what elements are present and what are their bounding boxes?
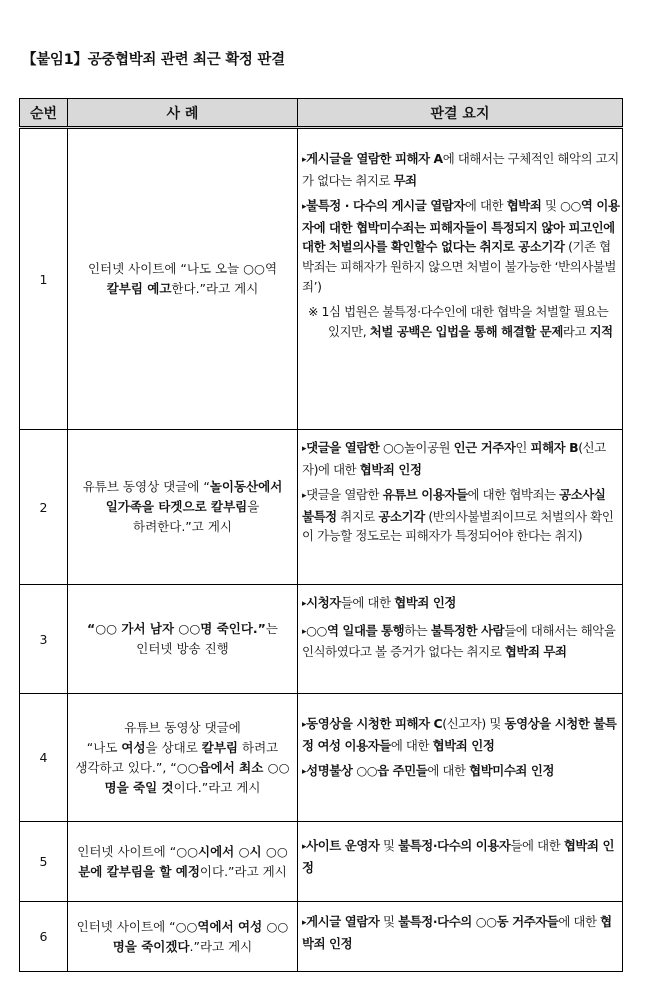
- page-title: 【붙임1】공중협박죄 관련 최근 확정 판결: [22, 52, 285, 68]
- header-case: 사 례: [68, 99, 298, 128]
- table-row: [20, 430, 623, 585]
- judgment-summary: [298, 822, 623, 902]
- summary-point: ▸불특정 · 다수의 게시글 열람자에 대한 협박죄 및 ○○역 이용자에 대한 협박미수죄는 피해자들이 특정되지 않아 피고인에 대한 처벌의사를 확인할수 없다는 취지로 공소기각 (기존 협박죄는 피해자가 원하지 않으면 처벌이 불가능한 ‘반의사불벌죄’): [302, 198, 620, 294]
- case-description: 인터넷 사이트에 “○○역에서 여성 ○○명을 죽이겠다.”라고 게시: [68, 902, 298, 972]
- table-row: [20, 128, 623, 430]
- table-row: [20, 822, 623, 902]
- summary-point: ▸동영상을 시청한 피해자 C(신고자) 및 동영상을 시청한 불특정 여성 이용자들에 대한 협박죄 인정: [302, 716, 617, 753]
- judgment-summary: [298, 430, 623, 585]
- case-description: 유튜브 동영상 댓글에 “놀이동산에서 일가족을 타겟으로 칼부림을 하려한다.”고 게시: [68, 430, 298, 585]
- row-number: 2: [20, 430, 68, 585]
- summary-point: ▸댓글을 열람한 유튜브 이용자들에 대한 협박죄는 공소사실 불특정 취지로 공소기각 (반의사불벌죄이므로 처벌의사 확인이 가능할 정도로는 피해자가 특정되어야 한다는 취지): [302, 487, 614, 544]
- table-row: [20, 585, 623, 694]
- judgment-summary: [298, 902, 623, 972]
- case-description: 유튜브 동영상 댓글에 “나도 여성을 상대로 칼부림 하려고 생각하고 있다.”, “○○읍에서 최소 ○○명을 죽일 것이다.”라고 게시: [68, 694, 298, 822]
- summary-point: ▸게시글을 열람한 피해자 A에 대해서는 구체적인 해악의 고지가 없다는 취지로 무죄: [302, 151, 619, 188]
- summary-point: ▸게시글 열람자 및 불특정·다수의 ○○동 거주자들에 대한 협박죄 인정: [302, 914, 612, 951]
- row-number: 1: [20, 128, 68, 430]
- case-description: 인터넷 사이트에 “나도 오늘 ○○역 칼부림 예고한다.”라고 게시: [68, 128, 298, 430]
- table-row: [20, 902, 623, 972]
- summary-point: ▸○○역 일대를 통행하는 불특정한 사람들에 대해서는 해악을 인식하였다고 볼 증거가 없다는 취지로 협박죄 무죄: [302, 622, 616, 660]
- judgment-table: [19, 98, 623, 972]
- header-no: 순번: [20, 99, 68, 128]
- summary-point: ▸사이트 운영자 및 불특정·다수의 이용자들에 대한 협박죄 인정: [302, 838, 615, 875]
- row-number: 3: [20, 585, 68, 694]
- summary-point: ▸성명불상 ○○읍 주민들에 대한 협박미수죄 인정: [302, 763, 555, 779]
- case-description: “○○ 가서 남자 ○○명 죽인다.”는 인터넷 방송 진행: [68, 585, 298, 694]
- row-number: 4: [20, 694, 68, 822]
- judgment-summary: [298, 128, 623, 430]
- table-row: [20, 694, 623, 822]
- judgment-summary: [298, 694, 623, 822]
- court-note: ※ 1심 법원은 불특정·다수인에 대한 협박을 처벌할 필요는 있지만, 처벌 공백은 입법을 통해 해결할 문제라고 지적: [308, 304, 613, 339]
- header-summary: 판결 요지: [298, 99, 623, 128]
- table-header: [20, 99, 623, 128]
- row-number: 6: [20, 902, 68, 972]
- case-description: 인터넷 사이트에 “○○시에서 ○시 ○○분에 칼부림을 할 예정이다.”라고 게시: [68, 822, 298, 902]
- row-number: 5: [20, 822, 68, 902]
- judgment-summary: [298, 585, 623, 694]
- summary-point: ▸시청자들에 대한 협박죄 인정: [302, 595, 456, 610]
- summary-point: ▸댓글을 열람한 ○○놀이공원 인근 거주자인 피해자 B(신고자)에 대한 협박죄 인정: [302, 440, 606, 477]
